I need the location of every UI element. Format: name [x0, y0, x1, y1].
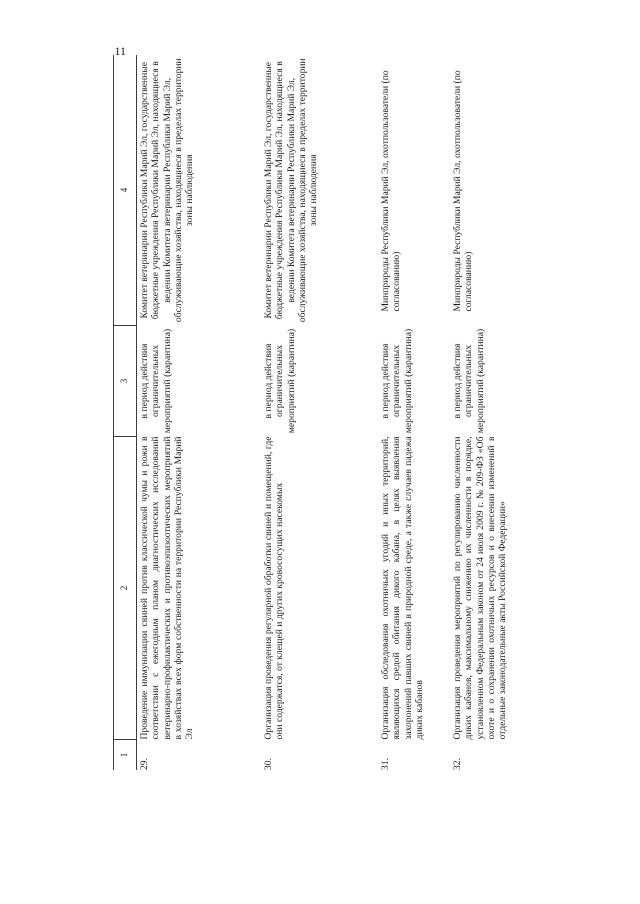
table-row [378, 55, 450, 770]
activity-cell: Организация проведения мероприятий по регулированию численности диких кабанов, максимальному снижению их численности в порядке, установленном Федеральным законом от 24 июля 2009 г. № 209-ФЗ «Об охоте и о сохранении охотничьих ресурсов и о внесении изменений в отдельные законодательные акты Российской Федерации» [452, 436, 509, 740]
row-number: 29. [139, 758, 150, 770]
responsible-cell: Комитет ветеринарии Республики Марий Эл, государственные бюджетные учреждения Республики Марий Эл, находящиеся в ведении Комитета ветеринарии Республики Марий Эл, обслуживающие хозяйства, находящиеся в пределах территории зоны наблюдения [263, 58, 320, 323]
measures-table [113, 55, 521, 770]
period-cell: в период действия ограничительных мероприятий (карантина) [452, 328, 486, 434]
period-cell: в период действия ограничительных мероприятий (карантина) [380, 328, 414, 434]
activity-cell: Организация проведения регулярной обработки свиней и помещений, где они содержатся, от клещей и других кровососущих насекомых [263, 436, 286, 740]
table-row [137, 55, 262, 770]
page-number: 11 [114, 44, 126, 58]
header-col-4: 4 [114, 55, 137, 326]
period-cell: в период действия ограничительных мероприятий (карантина) [139, 328, 173, 434]
header-col-3: 3 [114, 326, 137, 437]
header-col-2: 2 [114, 437, 137, 740]
row-number: 31. [380, 758, 391, 770]
responsible-cell: Минприроды Республики Марий Эл, охотпользователи (по согласованию) [452, 70, 475, 312]
activity-cell: Организация обследования охотничьих угодий и иных территорий, являющихся средой обитания дикого кабана, в целях выявления захоронений павших свиней в природной среде, а также случаев падежа диких кабанов [380, 436, 425, 740]
row-number: 30. [263, 758, 274, 770]
responsible-cell: Комитет ветеринарии Республики Марий Эл, государственные бюджетные учреждения Республики Марий Эл, находящиеся в ведении Комитета ветеринарии Республики Марий Эл, обслуживающие хозяйства, находящиеся в пределах территории зоны наблюдения [139, 58, 196, 323]
table-row [261, 55, 378, 770]
responsible-cell: Минприроды Республики Марий Эл, охотпользователи (по согласованию) [380, 70, 403, 312]
activity-cell: Проведение иммунизации свиней против классической чумы и рожи в соответствии с ежегодным планом диагностических исследований ветеринарно-профилактических и противоэпизоотических мероприятий в хозяйствах всех форм собственности на территории Республики Марий Эл [139, 436, 196, 740]
header-col-1: 1 [114, 740, 137, 771]
table-row [450, 55, 521, 770]
row-number: 32. [452, 758, 463, 770]
table-header-row [114, 55, 137, 770]
period-cell: в период действия ограничительных мероприятий (карантина) [263, 328, 297, 434]
table-container [113, 58, 519, 770]
